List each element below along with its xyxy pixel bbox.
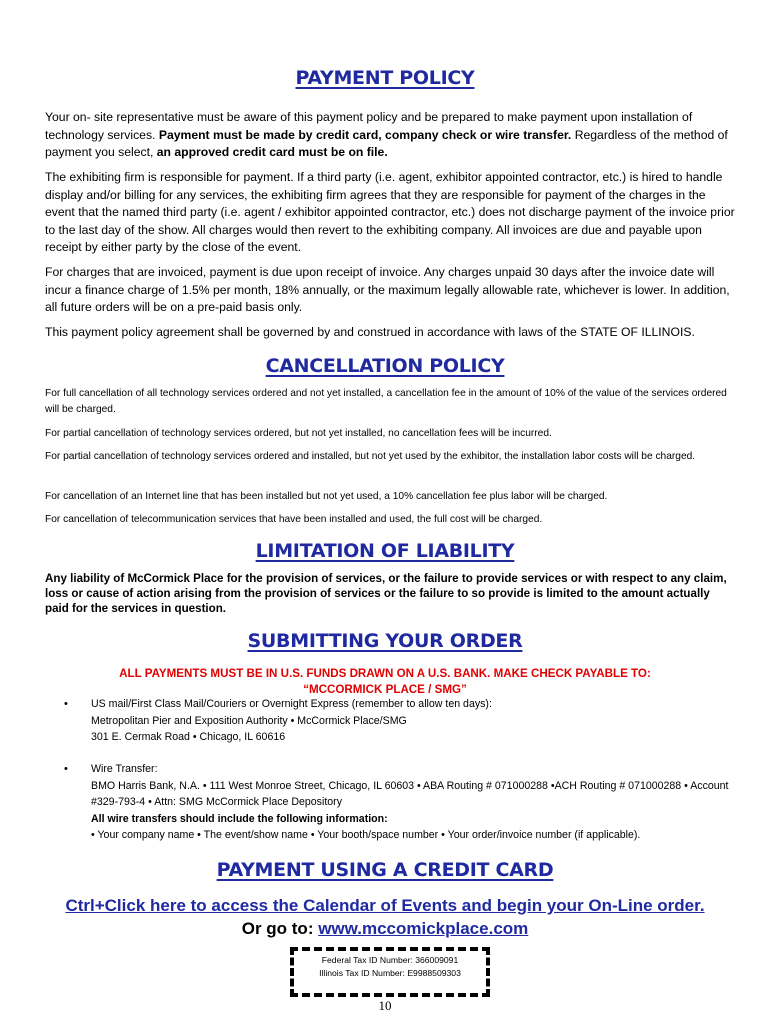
mail-line: Metropolitan Pier and Exposition Authority • McCormick Place/SMG [91, 714, 407, 727]
credit-card-heading: PAYMENT USING A CREDIT CARD [216, 859, 554, 881]
wire-line: • Your company name • The event/show name • Your booth/space number • Your order/invoice number (if applicable). [91, 829, 641, 841]
cancellation-item: For cancellation of an Internet line that has been installed but not yet used, a 10% cancellation fee plus labor will be charged. [45, 491, 608, 502]
cancellation-item: For partial cancellation of technology services ordered, but not yet installed, no cancellation fees will be incurred. [45, 428, 552, 439]
wire-line: All wire transfers should include the following information: [91, 812, 388, 825]
mail-line: 301 E. Cermak Road • Chicago, IL 60616 [91, 731, 286, 743]
payment-notice-line1: ALL PAYMENTS MUST BE IN U.S. FUNDS DRAWN ON A U.S. BANK. MAKE CHECK PAYABLE TO: [119, 667, 651, 680]
federal-tax-id: Federal Tax ID Number: 366009091 [321, 955, 459, 965]
cancellation-item: For full cancellation of all technology services ordered and not yet installed, a cancellation fee in the amount of 10% of the value of the services ordered will be charged. [45, 388, 727, 415]
p1-text-d: an approved credit card must be on file. [156, 145, 388, 159]
payment-policy-paragraph-1 [45, 109, 735, 162]
mail-address-block [91, 696, 741, 746]
p1-text-a: Your on- site representative must be aware of this payment policy and be prepared to make payment upon installation of technology services. [45, 110, 693, 142]
illinois-tax-id: Illinois Tax ID Number: E9988509303 [319, 968, 461, 978]
payment-policy-paragraph-3: For charges that are invoiced, payment is due upon receipt of invoice. Any charges unpaid 30 days after the invoice date will incur a finance charge of 1.5% per month, 18% annually, or the maximum legally allowable rate, whichever is lower. In addition, all future orders will be on a pre-paid basis only. [45, 265, 730, 314]
page-number: 10 [378, 998, 392, 1013]
payment-policy-paragraph-2: The exhibiting firm is responsible for payment. If a third party (i.e. agent, exhibitor appointed contractor, etc.) is hired to handle display and/or billing for any services, the exhibiting firm agrees that they are responsible for payment of the charges in the event that the named third party (i.e. agent / exhibitor appointed contractor, etc.) does not discharge payment of the invoice prior to the last day of the show. All charges would then revert to the exhibiting company. All invoices are due and payable upon receipt by either party by the close of the event. [45, 170, 735, 254]
cancellation-item: For cancellation of telecommunication services that have been installed and used, the full cost will be charged. [45, 514, 543, 525]
wire-transfer-block [91, 761, 741, 844]
payment-policy-paragraph-4: This payment policy agreement shall be governed by and construed in accordance with laws of the STATE OF ILLINOIS. [45, 325, 695, 339]
calendar-of-events-link[interactable]: Ctrl+Click here to access the Calendar of Events and begin your On-Line order. [65, 896, 705, 915]
submitting-heading: SUBMITTING YOUR ORDER [247, 630, 523, 652]
payment-notice-line2: “MCCORMICK PLACE / SMG” [303, 683, 467, 696]
or-go-to-line [0, 918, 770, 940]
cancellation-item: For partial cancellation of technology services ordered and installed, but not yet used by the exhibitor, the installation labor costs will be charged. [45, 451, 696, 462]
wire-line: BMO Harris Bank, N.A. • 111 West Monroe Street, Chicago, IL 60603 • ABA Routing # 071000288 •ACH Routing # 071000288 • Account #329-793-4 • Attn: SMG McCormick Place Depository [91, 779, 729, 808]
p1-text-c: Regardless of the method of payment you select, [45, 127, 728, 159]
website-link[interactable]: www.mccomickplace.com [318, 919, 529, 938]
limitation-text: Any liability of McCormick Place for the provision of services, or the failure to provide services or with respect to any claim, loss or cause of action arising from the provision of services or the failure to so provide is limited to the amount actually paid for the services in question. [45, 572, 727, 615]
cancellation-policy-heading: CANCELLATION POLICY [265, 355, 505, 377]
or-go-to-label: Or go to: [241, 919, 319, 938]
bullet: • [64, 698, 68, 710]
p1-text-b: Payment must be made by credit card, company check or wire transfer. [158, 127, 572, 142]
wire-line: Wire Transfer: [91, 763, 158, 775]
payment-policy-heading: PAYMENT POLICY [295, 67, 475, 89]
bullet: • [64, 763, 68, 775]
tax-id-box [290, 947, 490, 997]
limitation-heading: LIMITATION OF LIABILITY [255, 540, 515, 562]
mail-line: US mail/First Class Mail/Couriers or Overnight Express (remember to allow ten days): [91, 698, 492, 710]
